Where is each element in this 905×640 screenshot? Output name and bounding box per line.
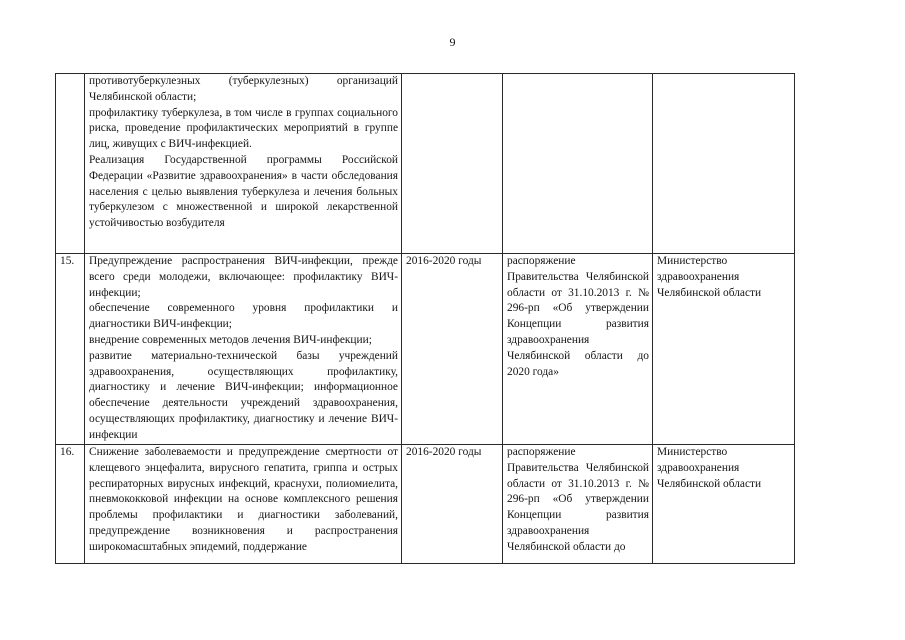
description-paragraph: Предупреждение распространения ВИЧ-инфекции, прежде всего среди молодежи, включающее: профилактику ВИЧ-инфекции; bbox=[89, 255, 398, 299]
years-cell: 2016-2020 годы bbox=[402, 254, 503, 445]
description-paragraph: Снижение заболеваемости и предупреждение смертности от клещевого энцефалита, вирусного гепатита, гриппа и острых респираторных вирусных инфекций, краснухи, полиомиелита, пневмококковой инфекции на основе комплексного решения проблемы профилактики и диагностики заболеваний, предупреждение возникновения и распространения широкомасштабных эпидемий, поддержание bbox=[89, 446, 398, 553]
years-cell: 2016-2020 годы bbox=[402, 445, 503, 564]
row-number-cell: 15. bbox=[56, 254, 85, 445]
years-cell bbox=[402, 74, 503, 254]
executor-cell bbox=[653, 74, 795, 254]
basis-cell bbox=[503, 74, 653, 254]
basis-text: распоряжение Правительства Челябинской области от 31.10.2013 г. № 296-рп «Об утверждении Концепции развития здравоохранения Челябинской области до bbox=[507, 446, 649, 553]
table-row bbox=[56, 254, 795, 445]
measures-table bbox=[55, 73, 795, 564]
description-cell bbox=[85, 254, 402, 445]
table-row bbox=[56, 74, 795, 254]
page-number: 9 bbox=[449, 35, 456, 49]
description-cell bbox=[85, 445, 402, 564]
description-paragraph: противотуберкулезных (туберкулезных) организаций Челябинской области; bbox=[89, 75, 398, 103]
executor-cell: Министерство здравоохранения Челябинской области bbox=[653, 254, 795, 445]
row-number-cell: 16. bbox=[56, 445, 85, 564]
table-row bbox=[56, 445, 795, 564]
description-paragraph: развитие материально-технической базы учреждений здравоохранения, осуществляющих профилактику, диагностику и лечение ВИЧ-инфекции; информационное обеспечение деятельности учреждений здравоохранения, осуществляющих профилактику, диагностику и лечение ВИЧ-инфекции bbox=[89, 349, 398, 441]
basis-cell bbox=[503, 445, 653, 564]
row-number-cell bbox=[56, 74, 85, 254]
description-cell bbox=[85, 74, 402, 254]
basis-text: распоряжение Правительства Челябинской области от 31.10.2013 г. № 296-рп «Об утверждении Концепции развития здравоохранения Челябинской области до 2020 года» bbox=[507, 255, 649, 378]
description-paragraph: внедрение современных методов лечения ВИЧ-инфекции; bbox=[89, 333, 372, 346]
basis-cell bbox=[503, 254, 653, 445]
description-paragraph: обеспечение современного уровня профилактики и диагностики ВИЧ-инфекции; bbox=[89, 302, 398, 331]
executor-cell: Министерство здравоохранения Челябинской области bbox=[653, 445, 795, 564]
description-paragraph: профилактику туберкулеза, в том числе в группах социального риска, проведение профилактических мероприятий в группе лиц, живущих с ВИЧ-инфекцией. bbox=[89, 106, 398, 151]
description-paragraph: Реализация Государственной программы Российской Федерации «Развитие здравоохранения» в части обследования населения с целью выявления туберкулеза и лечения больных туберкулезом с множественной и широкой лекарственной устойчивостью возбудителя bbox=[89, 153, 398, 230]
